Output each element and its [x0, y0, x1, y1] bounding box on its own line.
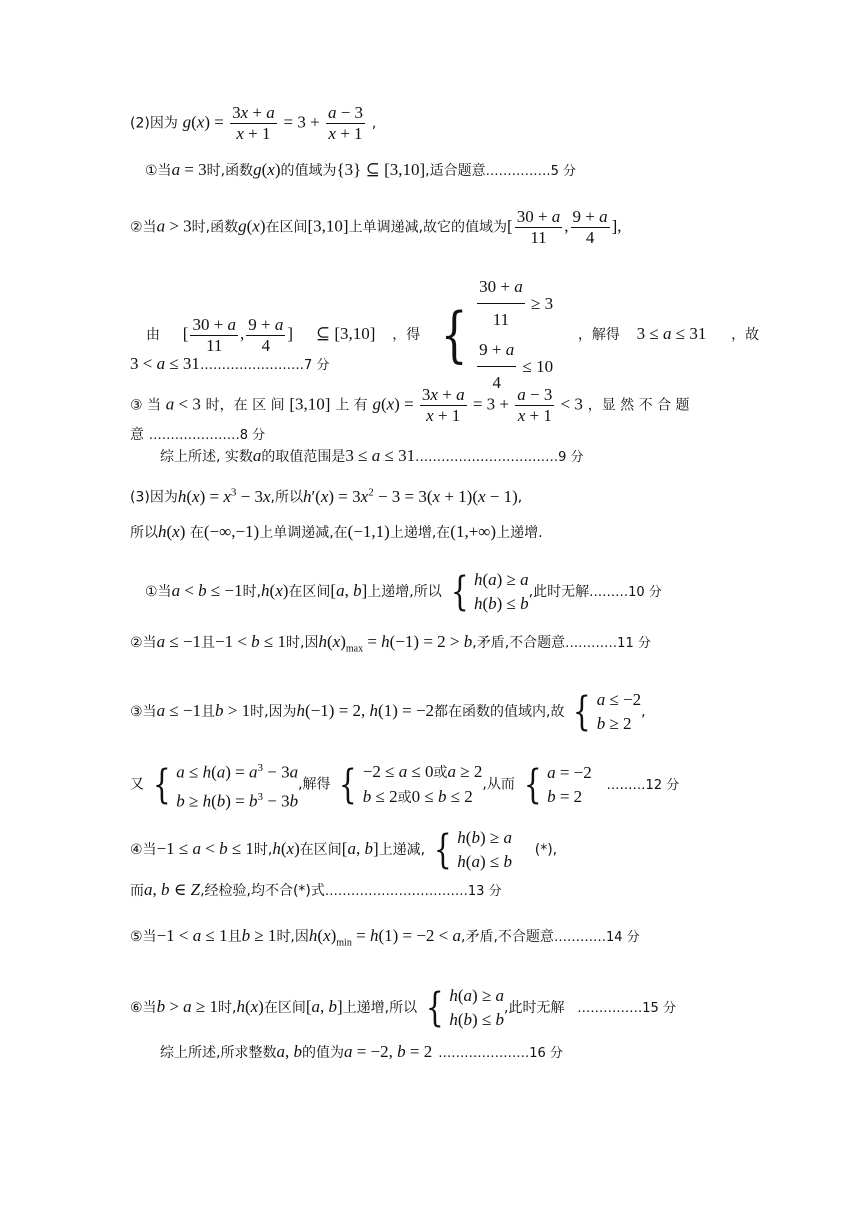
text: ,适合题意 [425, 163, 486, 179]
text: 都在函数的值域内,故 [434, 704, 565, 720]
line-2-intro: (2)因为 g(x) = $\frac{3x + a}{x + 1}$ = 3 + $\frac{a - 3}{x + 1}$ , [130, 103, 377, 143]
text: ⑥当 [130, 1000, 157, 1016]
text: 综上所述, 实数 [160, 449, 253, 465]
text: 时, [242, 584, 262, 600]
points-mark: ……………………………9 分 [415, 450, 584, 465]
line-3-intro: (3)因为$h(x) = x^3 - 3x$,所以$h'(x) = 3x^2 - 3 = 3(x + 1)(x - 1)$, [130, 486, 523, 506]
text: 在区间 [299, 842, 342, 858]
text: ,此时无解 [504, 1000, 565, 1016]
points-mark: ……………5 分 [485, 164, 576, 179]
text: 上递增. [496, 525, 543, 541]
text: 意 [130, 427, 144, 443]
text: 的值为 [301, 1045, 344, 1061]
text: 时,因 [276, 929, 309, 945]
text: 又 [130, 776, 144, 793]
text: 上递增,所以 [342, 1000, 418, 1016]
text: 上递减, [378, 842, 426, 858]
text: ①当 [145, 584, 172, 600]
text: 的取值范围是 [261, 449, 346, 465]
text: 上递增,所以 [367, 584, 442, 600]
inequality-system: { h(a) ≥ a h(b) ≤ b [450, 569, 529, 615]
text: , [517, 489, 523, 506]
text: ⑤当 [130, 929, 157, 945]
text: ,此时无解 [528, 584, 590, 600]
inequality-system: { a = −2 b = 2 [523, 761, 592, 808]
points-mark: ……………………………13 分 [324, 884, 502, 899]
text: ,矛盾,不合题意 [461, 929, 554, 945]
case-2-3-end [130, 424, 265, 446]
points-mark: ……………………7 分 [199, 358, 330, 373]
case-2-1: ①当a = 3时,函数g(x)的值域为{3} ⊆ [3,10],适合题意……………5 分 [145, 160, 576, 179]
text: ,矛盾,不合题意 [472, 635, 566, 651]
text: ④当 [130, 842, 157, 858]
text: ，解得 [577, 327, 620, 343]
case-3-3: ③当a ≤ −1且b > 1时,因为h(−1) = 2, h(1) = −2都在函数的值域内,故 { a ≤ −2 b ≥ 2 , [130, 689, 646, 735]
text: 在区间 [288, 584, 331, 600]
text: 时,函数 [191, 219, 239, 236]
case-3-6: ⑥当b > a ≥ 1时,h(x)在区间[a, b]上递增,所以 { h(a) ≥ a h(b) ≤ b ,此时无解 ……………15 分 [130, 985, 676, 1031]
text: (2)因为 [130, 115, 178, 132]
inequality-system: { $a \le h(a) = a^3 - 3a$ $b \ge h(b) = b^3 - 3b$ [152, 761, 299, 811]
inequality-system: { a ≤ −2 b ≥ 2 [573, 689, 642, 735]
text: ③当 [130, 704, 157, 720]
text: ,经检验,均不合(*)式 [200, 883, 325, 899]
text: ，得 [392, 327, 421, 343]
case-3-3-solve [130, 756, 679, 813]
inequality-system: { h(b) ≥ a h(a) ≤ b [433, 827, 512, 873]
case-3-2: ②当a ≤ −1且−1 < b ≤ 1时,因$h(x)_{max} = h(-1) = 2 > b$,矛盾,不合题意…………11 分 [130, 632, 651, 655]
text: 的值域为 [280, 163, 337, 179]
text: 时,函数 [206, 163, 254, 179]
text: ①当 [145, 163, 172, 179]
text: ,所以 [270, 489, 303, 506]
case-2-3: ③ 当 a < 3 时，在 区 间 [3,10] 上 有 g(x) = $\frac{3x + a}{x + 1}$ = 3 + $\frac{a - 3}{x + 1}$ < 3 ，显 然 不 合 题 [130, 385, 690, 425]
text: ③ 当 [130, 397, 162, 414]
inequality-system: { −2 ≤ a ≤ 0或a ≥ 2 b ≤ 2或0 ≤ b ≤ 2 [339, 761, 483, 808]
points-mark: …………………16 分 [438, 1046, 563, 1061]
text: 上 有 [335, 397, 368, 414]
monotonicity: 所以h(x) 在(−∞,−1)上单调递减,在(−1,1)上递增,在(1,+∞)上递增. [130, 522, 543, 541]
case-2-2-solve: 由 [ $\frac{30 + a}{11}$ , $\frac{9 + a}{4}$ ] ⊆ [3,10] ，得 { $\frac{30 + a}{11}$ ≥ 3 $\frac{9 + a}{4}$ ≤ 10 ，解得 3 ≤ a ≤ 31 ，故 [146, 272, 759, 398]
text: 上单调递减,在 [259, 525, 348, 541]
text: 由 [146, 327, 160, 343]
inequality-system: { h(a) ≥ a h(b) ≤ b [425, 985, 505, 1031]
text: 时,因为 [250, 704, 297, 720]
text: 上单调递减,故它的值域为 [348, 219, 508, 236]
text: ,从而 [482, 776, 515, 793]
points-mark: ……………15 分 [577, 1001, 676, 1016]
points-mark: ………10 分 [589, 585, 662, 600]
text: ②当 [130, 635, 157, 651]
points-mark: …………………8 分 [148, 428, 266, 443]
case-2-2-result: 3 < a ≤ 31……………………7 分 [130, 354, 330, 373]
text: (3)因为 [130, 489, 178, 506]
points-mark: ………12 分 [606, 777, 680, 793]
text: (*), [534, 842, 558, 858]
points-mark: …………14 分 [553, 930, 640, 945]
text: 时, [253, 842, 273, 858]
text: ，显 然 不 合 题 [587, 397, 690, 414]
case-3-5: ⑤当−1 < a ≤ 1且b ≥ 1时,因$h(x)_{min} = h(1) = -2 < a$,矛盾,不合题意…………14 分 [130, 926, 640, 949]
text: 在区间 [265, 219, 308, 236]
text: , [641, 704, 646, 720]
case-3-4: ④当−1 ≤ a < b ≤ 1时,h(x)在区间[a, b]上递减, { h(b) ≥ a h(a) ≤ b (*), [130, 827, 558, 873]
final-summary: 综上所述,所求整数a, b的值为a = −2, b = 2 …………………16 分 [160, 1042, 563, 1061]
text: , [371, 115, 377, 132]
text: 所以 [130, 525, 158, 541]
case-2-2: ②当a > 3时,函数g(x)在区间[3,10]上单调递减,故它的值域为[ $\frac{30 + a}{11}$ , $\frac{9 + a}{4}$ ], [130, 207, 622, 247]
part-2-summary: 综上所述, 实数a的取值范围是3 ≤ a ≤ 31……………………………9 分 [160, 446, 584, 465]
text: 在区间 [263, 1000, 306, 1016]
text: 时，在 区 间 [205, 397, 285, 414]
text: 而 [130, 883, 144, 899]
case-3-4-check: 而a, b ∈ Z,经检验,均不合(*)式……………………………13 分 [130, 880, 502, 899]
case-3-1: ①当a < b ≤ −1时,h(x)在区间[a, b]上递增,所以 { h(a) ≥ a h(b) ≤ b ,此时无解………10 分 [145, 569, 662, 615]
text: 综上所述,所求整数 [160, 1045, 277, 1061]
points-mark: …………11 分 [565, 636, 651, 651]
text: ②当 [130, 219, 157, 236]
inequality-system: { $\frac{30 + a}{11}$ ≥ 3 $\frac{9 + a}{4}$ ≤ 10 [435, 272, 553, 398]
text: 上递增,在 [389, 525, 451, 541]
text: 时,因 [286, 635, 319, 651]
text: ，故 [731, 327, 760, 343]
text: ,解得 [298, 776, 331, 793]
text: 时, [218, 1000, 237, 1016]
